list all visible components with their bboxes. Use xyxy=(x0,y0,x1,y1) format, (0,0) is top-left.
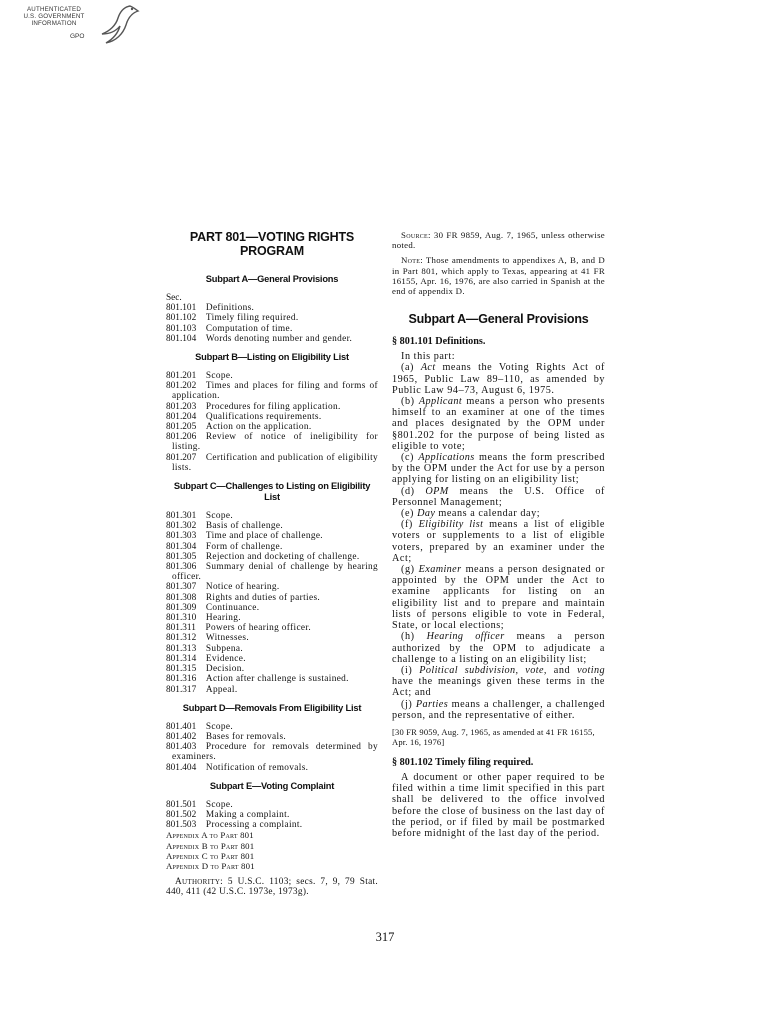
definition-marker: (e) xyxy=(401,508,418,520)
page-number: 317 xyxy=(375,930,395,944)
section-801-102-text: A document or other paper required to be filed within a time limit specified in this part shall be delivered to the office involved before the close of business on the last day of the period, or if filed by mail be postmarked before midnight of the last day of the period. xyxy=(392,771,605,839)
toc-section-title: Definitions. xyxy=(205,303,255,314)
definition-text: means the U.S. Office of Personnel Management; xyxy=(392,485,605,508)
definition-marker: (i) xyxy=(401,664,420,676)
toc-section-title: Procedures for filing application. xyxy=(205,401,341,412)
definition-text: and xyxy=(546,664,578,676)
toc-item xyxy=(166,552,378,562)
toc-section-number: 801.307 xyxy=(166,582,197,593)
toc-section-title: Action after challenge is sustained. xyxy=(205,674,349,685)
subpart-c-heading: Subpart C—Challenges to Listing on Eligibility List xyxy=(173,481,371,503)
toc-item xyxy=(166,422,378,432)
subpart-a-main-heading: Subpart A—General Provisions xyxy=(408,312,589,327)
toc-section-number: 801.502 xyxy=(166,809,197,820)
toc-item xyxy=(166,810,378,820)
definition-term: Act xyxy=(420,362,436,374)
toc-section-title: Appeal. xyxy=(205,684,238,695)
toc-section-title: Evidence. xyxy=(205,653,246,664)
toc-section-title: Basis of challenge. xyxy=(205,521,284,532)
toc-section-number: 801.404 xyxy=(166,762,197,773)
toc-section-number: 801.101 xyxy=(166,303,197,314)
toc-section-title: Scope. xyxy=(205,721,234,732)
seal-line-3: INFORMATION xyxy=(31,19,77,27)
definition-paragraph xyxy=(392,699,605,721)
toc-section-number: 801.401 xyxy=(166,721,197,732)
toc-section-title: Continuance. xyxy=(205,602,260,613)
definition-text: means a person designated or appointed by the OPM under the Act to examine applicants for listing on an eligibility list and to prepare and maintain lists of persons eligible to vote in Federal, State, or local elections; xyxy=(392,564,605,632)
section-801-101-citation: [30 FR 9059, Aug. 7, 1965, as amended at 41 FR 16155, Apr. 16, 1976] xyxy=(392,726,595,747)
definition-term: Applicant xyxy=(418,396,463,408)
toc-item xyxy=(166,623,378,633)
toc-section-number: 801.308 xyxy=(166,592,197,603)
definition-term: Hearing officer xyxy=(426,631,505,643)
toc-section-number: 801.305 xyxy=(166,551,197,562)
note-text: Those amendments to appendixes A, B, and D in Part 801, which apply to Texas, appearing at 41 FR 16155, Apr. 16, 1976, are also carried in Spanish at the end of appendix D. xyxy=(392,255,605,297)
toc-section-title: Timely filing required. xyxy=(205,313,299,324)
toc-section-title: Notice of hearing. xyxy=(205,582,280,593)
toc-section-number: 801.203 xyxy=(166,401,197,412)
toc-section-title: Witnesses. xyxy=(205,633,250,644)
appendix-item: Appendix B to Part 801 xyxy=(166,840,255,851)
toc-section-title: Hearing. xyxy=(205,613,241,624)
definition-term: Day xyxy=(417,508,436,520)
definition-text: means a challenger, a challenged person, and the representative of either. xyxy=(392,698,605,721)
note-label: Note: xyxy=(401,255,423,266)
toc-item xyxy=(166,603,378,613)
definition-paragraph xyxy=(392,564,605,631)
subpart-a-list xyxy=(166,303,378,344)
subpart-d-list xyxy=(166,722,378,773)
gpo-authentication-seal xyxy=(4,3,144,51)
subpart-d-heading: Subpart D—Removals From Eligibility List xyxy=(182,702,362,713)
toc-section-title: Scope. xyxy=(205,799,234,810)
toc-section-number: 801.207 xyxy=(166,452,197,463)
part-title: PART 801—VOTING RIGHTS PROGRAM xyxy=(189,230,355,258)
source-note xyxy=(392,230,605,250)
sec-label: Sec. xyxy=(166,293,182,303)
toc-section-title: Times and places for filing and forms of application. xyxy=(172,381,378,402)
toc-section-number: 801.309 xyxy=(166,602,197,613)
toc-section-title: Form of challenge. xyxy=(205,541,283,552)
definition-paragraph xyxy=(392,631,605,665)
toc-item xyxy=(166,633,378,643)
toc-section-title: Procedure for removals determined by examiners. xyxy=(172,742,378,763)
toc-item xyxy=(166,593,378,603)
toc-section-title: Bases for removals. xyxy=(205,731,287,742)
subpart-e-list xyxy=(166,800,378,831)
definition-paragraph xyxy=(392,452,605,486)
definition-marker: (b) xyxy=(401,396,419,408)
definition-term: Applications xyxy=(418,452,475,464)
appendix-item: Appendix A to Part 801 xyxy=(166,830,254,841)
definition-paragraph xyxy=(392,486,605,508)
toc-section-number: 801.402 xyxy=(166,731,197,742)
toc-section-number: 801.306 xyxy=(166,562,197,573)
eagle-icon xyxy=(96,3,142,47)
definition-paragraph xyxy=(392,508,605,519)
toc-item xyxy=(166,531,378,541)
definition-marker: (c) xyxy=(401,452,419,464)
toc-section-number: 801.205 xyxy=(166,422,197,433)
definition-marker: (h) xyxy=(401,631,427,643)
toc-item xyxy=(166,644,378,654)
authority-text: 5 U.S.C. 1103; secs. 7, 9, 79 Stat. 440, 411 (42 U.S.C. 1973e, 1973g). xyxy=(166,877,379,898)
authority-label: Authority: xyxy=(175,877,224,888)
toc-item xyxy=(166,303,378,313)
toc-section-number: 801.501 xyxy=(166,799,197,810)
left-column-toc xyxy=(166,226,378,898)
toc-item xyxy=(166,313,378,323)
toc-section-number: 801.310 xyxy=(166,613,197,624)
definition-text: means a person who presents himself to an examiner at one of the times and places designated by the OPM under §801.202 for the purpose of being listed as eligible to vote; xyxy=(392,396,605,452)
source-label: Source: xyxy=(401,230,431,240)
right-column-text xyxy=(392,226,605,839)
toc-section-title: Action on the application. xyxy=(205,422,312,433)
toc-item xyxy=(166,742,378,762)
toc-section-title: Summary denial of challenge by hearing officer. xyxy=(172,562,378,583)
definition-paragraph xyxy=(392,519,605,564)
seal-line-2: U.S. GOVERNMENT xyxy=(23,12,85,20)
definitions-list xyxy=(392,362,605,721)
toc-item xyxy=(166,371,378,381)
definition-marker: (a) xyxy=(401,362,421,374)
toc-item xyxy=(166,521,378,531)
definition-term: Parties xyxy=(415,698,449,710)
definition-term: voting xyxy=(577,664,605,676)
toc-section-number: 801.503 xyxy=(166,820,197,831)
toc-section-title: Decision. xyxy=(205,664,245,675)
definition-text: means the Voting Rights Act of 1965, Public Law 89–110, as amended by Public Law 94–73, August 6, 1975. xyxy=(392,362,605,396)
appendix-item: Appendix C to Part 801 xyxy=(166,850,255,861)
toc-section-number: 801.104 xyxy=(166,333,197,344)
toc-section-number: 801.312 xyxy=(166,633,197,644)
note-paragraph xyxy=(392,255,605,296)
section-801-102-heading: § 801.102 Timely filing required. xyxy=(392,756,534,768)
subpart-b-heading: Subpart B—Listing on Eligibility List xyxy=(195,352,349,363)
definition-text: means the form prescribed by the OPM under the Act for use by a person applying for listing on an eligibility list; xyxy=(392,452,605,486)
definition-marker: (j) xyxy=(401,698,416,710)
toc-item xyxy=(166,334,378,344)
toc-section-title: Processing a complaint. xyxy=(205,820,303,831)
toc-section-number: 801.315 xyxy=(166,664,197,675)
toc-section-number: 801.204 xyxy=(166,411,197,422)
subpart-a-heading: Subpart A—General Provisions xyxy=(205,274,339,284)
toc-section-title: Notification of removals. xyxy=(205,762,309,773)
toc-section-number: 801.206 xyxy=(166,432,197,443)
toc-section-title: Computation of time. xyxy=(205,323,293,334)
toc-item xyxy=(166,800,378,810)
toc-section-title: Rejection and docketing of challenge. xyxy=(205,551,360,562)
toc-item xyxy=(166,412,378,422)
toc-section-title: Words denoting number and gender. xyxy=(205,333,353,344)
subpart-c-list xyxy=(166,511,378,695)
toc-section-number: 801.311 xyxy=(166,623,196,634)
toc-section-number: 801.314 xyxy=(166,653,197,664)
toc-item xyxy=(166,722,378,732)
toc-item xyxy=(166,453,378,473)
toc-section-number: 801.103 xyxy=(166,323,197,334)
source-text: 30 FR 9859, Aug. 7, 1965, unless otherwise noted. xyxy=(392,230,606,251)
toc-section-title: Scope. xyxy=(205,371,234,382)
toc-item xyxy=(166,402,378,412)
toc-section-number: 801.301 xyxy=(166,511,197,522)
toc-section-number: 801.304 xyxy=(166,541,197,552)
toc-item xyxy=(166,511,378,521)
definition-text: means a calendar day; xyxy=(435,508,541,520)
toc-section-title: Subpena. xyxy=(205,643,244,654)
definition-marker: (g) xyxy=(401,564,419,576)
seal-text xyxy=(4,7,104,27)
toc-item xyxy=(166,654,378,664)
definition-marker: (f) xyxy=(401,519,419,531)
toc-section-number: 801.303 xyxy=(166,531,197,542)
seal-line-1: AUTHENTICATED xyxy=(26,6,82,13)
toc-section-title: Time and place of challenge. xyxy=(205,531,323,542)
definitions-intro: In this part: xyxy=(401,351,456,363)
toc-section-number: 801.317 xyxy=(166,684,197,695)
toc-item xyxy=(166,613,378,623)
toc-section-title: Rights and duties of parties. xyxy=(205,592,321,603)
definition-text: means a list of eligible voters or supplements to a list of eligible voters, prepared by an examiner under the Act; xyxy=(392,519,605,564)
definition-term: Eligibility list xyxy=(418,519,484,531)
definition-paragraph xyxy=(392,362,605,396)
appendix-item: Appendix D to Part 801 xyxy=(166,860,255,871)
toc-item xyxy=(166,732,378,742)
seal-gpo-label: GPO xyxy=(70,33,85,40)
toc-item xyxy=(166,542,378,552)
toc-section-number: 801.302 xyxy=(166,521,197,532)
toc-item xyxy=(166,324,378,334)
definition-paragraph xyxy=(392,396,605,452)
subpart-b-list xyxy=(166,371,378,473)
toc-item xyxy=(166,381,378,401)
toc-section-title: Certification and publication of eligibility lists. xyxy=(172,452,378,473)
definition-term: Political subdivision, vote, xyxy=(419,664,547,676)
toc-item xyxy=(166,674,378,684)
definition-paragraph xyxy=(392,665,605,699)
toc-item xyxy=(166,820,378,830)
toc-item xyxy=(166,763,378,773)
toc-section-number: 801.102 xyxy=(166,313,197,324)
toc-section-number: 801.202 xyxy=(166,381,197,392)
toc-section-title: Making a complaint. xyxy=(205,809,290,820)
toc-section-number: 801.316 xyxy=(166,674,197,685)
toc-section-number: 801.201 xyxy=(166,371,197,382)
toc-item xyxy=(166,562,378,582)
toc-section-number: 801.313 xyxy=(166,643,197,654)
toc-section-title: Review of notice of ineligibility for listing. xyxy=(172,432,378,453)
authority-note xyxy=(166,877,378,897)
section-801-101-heading: § 801.101 Definitions. xyxy=(392,336,486,348)
toc-section-number: 801.403 xyxy=(166,742,197,753)
toc-item xyxy=(166,685,378,695)
definition-text: have the meanings given these terms in the Act; and xyxy=(392,676,605,699)
definition-term: OPM xyxy=(425,485,449,497)
toc-item xyxy=(166,432,378,452)
definition-marker: (d) xyxy=(401,485,426,497)
toc-section-title: Scope. xyxy=(205,511,234,522)
toc-item xyxy=(166,582,378,592)
toc-section-title: Powers of hearing officer. xyxy=(205,623,312,634)
appendix-list xyxy=(166,830,378,871)
definition-text: means a person authorized by the OPM to adjudicate a challenge to a listing on an eligibility list; xyxy=(392,631,605,665)
toc-item xyxy=(166,664,378,674)
subpart-e-heading: Subpart E—Voting Complaint xyxy=(209,780,335,791)
definition-term: Examiner xyxy=(418,564,462,576)
toc-section-title: Qualifications requirements. xyxy=(205,411,322,422)
